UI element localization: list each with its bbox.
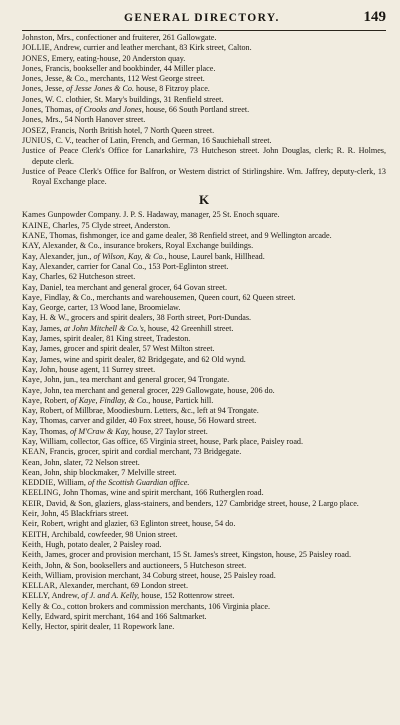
- entry-text: Daniel, tea merchant and general grocer, 64 Govan street.: [37, 282, 228, 292]
- directory-entry: [22, 74, 386, 84]
- directory-entry: [22, 355, 386, 365]
- directory-entry: [22, 447, 386, 457]
- entry-name: Kay,: [22, 416, 38, 426]
- directory-entry: [22, 95, 386, 105]
- entry-name: Kay,: [22, 313, 38, 323]
- entry-tail-text: house, Laurel bank, Hillhead.: [166, 251, 265, 261]
- entry-name: Jones,: [22, 94, 44, 104]
- entry-name: Kames: [22, 210, 46, 220]
- directory-entry: [22, 272, 386, 282]
- entry-name: Keir,: [22, 519, 40, 529]
- entry-italic-text: of Wilson, Kay, & Co.,: [93, 251, 167, 261]
- directory-entry: [22, 386, 386, 396]
- directory-entry: [22, 396, 386, 406]
- entry-name: Kay,: [22, 323, 38, 333]
- directory-entry: [22, 519, 386, 529]
- entry-text: James,: [37, 323, 64, 333]
- entry-name: JOLLIE,: [22, 43, 53, 53]
- page-number: 149: [363, 9, 386, 25]
- directory-entry: [22, 84, 386, 94]
- directory-entry: [22, 375, 386, 385]
- entry-text: Andrew, currier and leather merchant, 83 Kirk street, Calton.: [52, 43, 252, 53]
- entry-text: Alexander, jun.,: [37, 251, 94, 261]
- entry-text: John, jun., tea merchant and general grocer, 94 Trongate.: [42, 375, 230, 385]
- entry-name: Kay,: [22, 334, 38, 344]
- entry-text: Francis, grocer, spirit and cordial merchant, 73 Bridgegate.: [47, 447, 242, 457]
- entry-name: JONES,: [22, 53, 50, 63]
- entry-text: Thomas,: [37, 426, 70, 436]
- entry-text: Alexander, merchant, 69 London street.: [57, 581, 189, 591]
- directory-entry: [22, 581, 386, 591]
- entry-text: Mrs., 54 North Hanover street.: [43, 115, 146, 125]
- entry-name: KELLAR,: [22, 581, 58, 591]
- directory-entry: [22, 146, 386, 167]
- entry-text: Mrs., confectioner and fruiterer, 261 Gallowgate.: [54, 33, 217, 42]
- directory-entry: [22, 210, 386, 220]
- entry-text: James, grocer and spirit dealer, 57 West Milton street.: [37, 344, 215, 354]
- entry-name: KANE,: [22, 231, 48, 241]
- entry-tail-text: house, 66 South Portland street.: [143, 105, 250, 115]
- entry-name: KEITH,: [22, 529, 50, 539]
- directory-entry: [22, 499, 386, 509]
- directory-entry: [22, 612, 386, 622]
- entry-name: Justice: [22, 166, 46, 176]
- directory-entry: [22, 115, 386, 125]
- entry-name: Jones,: [22, 84, 44, 94]
- entry-text: Gunpowder Company. J. P. S. Hadaway, manager, 25 St. Enoch square.: [45, 210, 280, 220]
- entry-text: W. C. clothier, St. Mary's buildings, 31 Renfield street.: [43, 94, 224, 104]
- entry-name: Kay,: [22, 354, 38, 364]
- entry-name: Kay,: [22, 406, 38, 416]
- entry-text: C. V., teacher of Latin, French, and German, 16 Sauchiehall street.: [53, 135, 272, 145]
- entry-name: KEIR,: [22, 498, 44, 508]
- entry-tail-text: house, Partick hill.: [150, 395, 214, 405]
- directory-entry: [22, 283, 386, 293]
- directory-entry: [22, 622, 386, 632]
- entry-text: James, grocer and provision merchant, 15 St. James's street, Kingston, house, 25 Paisley road.: [43, 550, 351, 560]
- entry-name: Kay,: [22, 303, 38, 313]
- entry-text: Thomas, carver and gilder, 40 Fox street, house, 56 Howard street.: [37, 416, 257, 426]
- entry-text: Thomas, fishmonger, ice and game dealer, 38 Renfield street, and 9 Wellington arcade.: [47, 231, 332, 241]
- entry-name: JUNIUS,: [22, 135, 54, 145]
- entry-text: Hugh, potato dealer, 2 Paisley road.: [43, 539, 162, 549]
- entry-text: & Co., cotton brokers and commission merchants, 106 Virginia place.: [41, 601, 270, 611]
- entry-text: Charles, 62 Hutcheson street.: [37, 272, 136, 282]
- directory-entry: [22, 54, 386, 64]
- entry-name: KEELING,: [22, 488, 61, 498]
- entry-name: Jones,: [22, 115, 44, 125]
- entry-name: Kay,: [22, 272, 38, 282]
- entry-italic-text: of Kaye, Findlay, & Co.,: [70, 395, 151, 405]
- entry-text: John, tea merchant and general grocer, 229 Gallowgate, house, 206 do.: [42, 385, 275, 395]
- entry-name: KEDDIE,: [22, 478, 56, 488]
- entry-name: Keith,: [22, 550, 44, 560]
- entry-text: of Peace Clerk's Office for Balfron, or Western district of Stirlingshire. Wm. Jaffrey, deputy-clerk, 13 Royal Exchange place.: [32, 166, 386, 187]
- entry-name: Kaye,: [22, 375, 43, 385]
- entry-text: of Peace Clerk's Office for Lanarkshire, 73 Hutcheson street. John Douglas, clerk; R. R. Holmes, depute clerk.: [32, 146, 386, 166]
- entry-name: Keir,: [22, 509, 40, 519]
- entry-tail-text: house, 8 Fitzroy place.: [134, 84, 210, 94]
- directory-entry: [22, 488, 386, 498]
- entry-tail-text: house, 152 Rottenrow street.: [139, 591, 235, 601]
- directory-entry: [22, 126, 386, 136]
- entry-name: Kay,: [22, 282, 38, 292]
- entry-text: John, 45 Blackfriars street.: [39, 509, 129, 519]
- directory-entry: [22, 136, 386, 146]
- entry-italic-text: at John Mitchell & Co.'s,: [63, 323, 146, 333]
- entry-text: William, collector, Gas office, 65 Virginia street, house, Park place, Paisley road.: [37, 436, 304, 446]
- entry-text: James, wine and spirit dealer, 82 Bridgegate, and 62 Old wynd.: [37, 354, 246, 364]
- entry-text: James, spirit dealer, 81 King street, Tradeston.: [37, 334, 191, 344]
- entry-name: Kay,: [22, 426, 38, 436]
- entry-name: Kay,: [22, 251, 38, 261]
- directory-entry: [22, 64, 386, 74]
- entry-name: Kaye,: [22, 385, 43, 395]
- directory-entry: [22, 571, 386, 581]
- entry-text: Alexander, & Co., insurance brokers, Royal Exchange buildings.: [40, 241, 254, 251]
- directory-entry: [22, 427, 386, 437]
- directory-entry: [22, 252, 386, 262]
- entry-name: Kay,: [22, 364, 38, 374]
- entry-name: Justice: [22, 146, 46, 156]
- entries-j: [22, 33, 386, 187]
- directory-entry: [22, 241, 386, 251]
- entry-text: Francis, North British hotel, 7 North Queen street.: [48, 125, 215, 135]
- directory-entry: [22, 344, 386, 354]
- directory-entry: [22, 303, 386, 313]
- directory-entry: [22, 591, 386, 601]
- directory-entry: [22, 550, 386, 560]
- entry-name: KAY,: [22, 241, 41, 251]
- entry-name: Kelly: [22, 601, 42, 611]
- entry-name: KEAN,: [22, 447, 48, 457]
- directory-entry: [22, 530, 386, 540]
- entry-text: William,: [55, 478, 88, 488]
- directory-entry: [22, 221, 386, 231]
- entry-text: Robert, wright and glazier, 63 Eglinton street, house, 54 do.: [39, 519, 236, 529]
- entry-text: Robert, of Millbrae, Moodiesburn. Letters, &c., left at 94 Trongate.: [37, 406, 259, 416]
- directory-entry: [22, 437, 386, 447]
- directory-entry: [22, 105, 386, 115]
- entry-text: Emery, eating-house, 20 Anderston quay.: [49, 53, 186, 63]
- entry-name: Johnston,: [22, 33, 55, 42]
- entry-text: William, provision merchant, 34 Coburg street, house, 25 Paisley road.: [43, 570, 276, 580]
- entry-text: John, house agent, 11 Surrey street.: [37, 364, 156, 374]
- entry-name: Kelly,: [22, 622, 43, 632]
- directory-entry: [22, 561, 386, 571]
- entry-text: H. & W., grocers and spirit dealers, 38 Forth street, Port-Dundas.: [37, 313, 252, 323]
- entry-text: Andrew,: [50, 591, 82, 601]
- running-title: GENERAL DIRECTORY.: [124, 12, 280, 24]
- entry-text: Hector, spirit dealer, 11 Ropework lane.: [42, 622, 175, 632]
- entry-text: Archibald, cowfeeder, 98 Union street.: [49, 529, 178, 539]
- entry-name: Kay,: [22, 436, 38, 446]
- entry-name: KAINE,: [22, 220, 51, 230]
- directory-entry: [22, 293, 386, 303]
- entry-text: George, carter, 13 Wood lane, Broomielaw.: [37, 303, 181, 313]
- entry-name: Kay,: [22, 344, 38, 354]
- directory-entry: [22, 262, 386, 272]
- entry-italic-text: of M'Craw & Kay,: [69, 426, 130, 436]
- directory-entry: [22, 416, 386, 426]
- entry-text: Francis, bookseller and bookbinder, 44 Miller place.: [43, 63, 216, 73]
- entry-name: Keith,: [22, 560, 44, 570]
- directory-entry: [22, 43, 386, 53]
- entry-text: Robert,: [42, 395, 71, 405]
- directory-entry: [22, 468, 386, 478]
- entry-text: John, ship blockmaker, 7 Melville street.: [42, 467, 177, 477]
- entry-name: Kay,: [22, 261, 38, 271]
- entry-text: Jesse,: [43, 84, 67, 94]
- entry-name: Kaye,: [22, 292, 43, 302]
- directory-entry: [22, 540, 386, 550]
- entry-name: Keith,: [22, 570, 44, 580]
- entry-name: Kean,: [22, 457, 43, 467]
- entry-name: Kean,: [22, 467, 43, 477]
- entry-text: Thomas,: [43, 105, 76, 115]
- running-head: [22, 0, 386, 30]
- directory-entry: [22, 406, 386, 416]
- entry-text: David, & Son, glaziers, glass-stainers, and benders, 127 Cambridge street, house, 2 Largo place.: [44, 498, 359, 508]
- entry-name: JOSEZ,: [22, 125, 49, 135]
- entry-italic-text: of Crooks and Jones,: [75, 105, 144, 115]
- directory-entry: [22, 334, 386, 344]
- entry-tail-text: house, 27 Taylor street.: [129, 426, 208, 436]
- entry-text: Edward, spirit merchant, 164 and 166 Saltmarket.: [42, 612, 207, 622]
- entry-text: Jesse, & Co., merchants, 112 West George street.: [43, 74, 205, 84]
- directory-entry: [22, 509, 386, 519]
- entry-name: Kelly,: [22, 612, 43, 622]
- entry-text: Charles, 75 Clyde street, Anderston.: [50, 220, 171, 230]
- directory-entry: [22, 313, 386, 323]
- directory-entry: [22, 365, 386, 375]
- entry-italic-text: of Jesse Jones & Co.: [66, 84, 135, 94]
- entry-text: John, slater, 72 Nelson street.: [42, 457, 140, 467]
- entry-name: Jones,: [22, 74, 44, 84]
- directory-entry: [22, 458, 386, 468]
- entry-italic-text: of J. and A. Kelly,: [81, 591, 140, 601]
- entry-name: KELLY,: [22, 591, 50, 601]
- entry-tail-text: house, 42 Greenhill street.: [145, 323, 234, 333]
- entry-name: Jones,: [22, 63, 44, 73]
- entry-name: Kaye,: [22, 395, 43, 405]
- entry-name: Jones,: [22, 105, 44, 115]
- directory-entry: [22, 602, 386, 612]
- header-rule: [22, 30, 386, 31]
- directory-entry: [22, 167, 386, 188]
- entry-text: Alexander, carrier for Canal Co., 153 Port-Eglinton street.: [37, 261, 229, 271]
- directory-entry: [22, 324, 386, 334]
- section-letter-heading: K: [198, 192, 210, 208]
- entry-italic-text: of the Scottish Guardian office.: [87, 478, 190, 488]
- entry-name: Keith,: [22, 539, 44, 549]
- directory-entry: [22, 33, 386, 43]
- entry-text: Findlay, & Co., merchants and warehousemen, Queen court, 62 Queen street.: [42, 292, 296, 302]
- entry-text: John Thomas, wine and spirit merchant, 166 Rutherglen road.: [60, 488, 264, 498]
- entry-text: John, & Son, booksellers and auctioneers, 5 Hutcheson street.: [43, 560, 247, 570]
- directory-entry: [22, 231, 386, 241]
- directory-entry: [22, 478, 386, 488]
- entries-k: [22, 210, 386, 632]
